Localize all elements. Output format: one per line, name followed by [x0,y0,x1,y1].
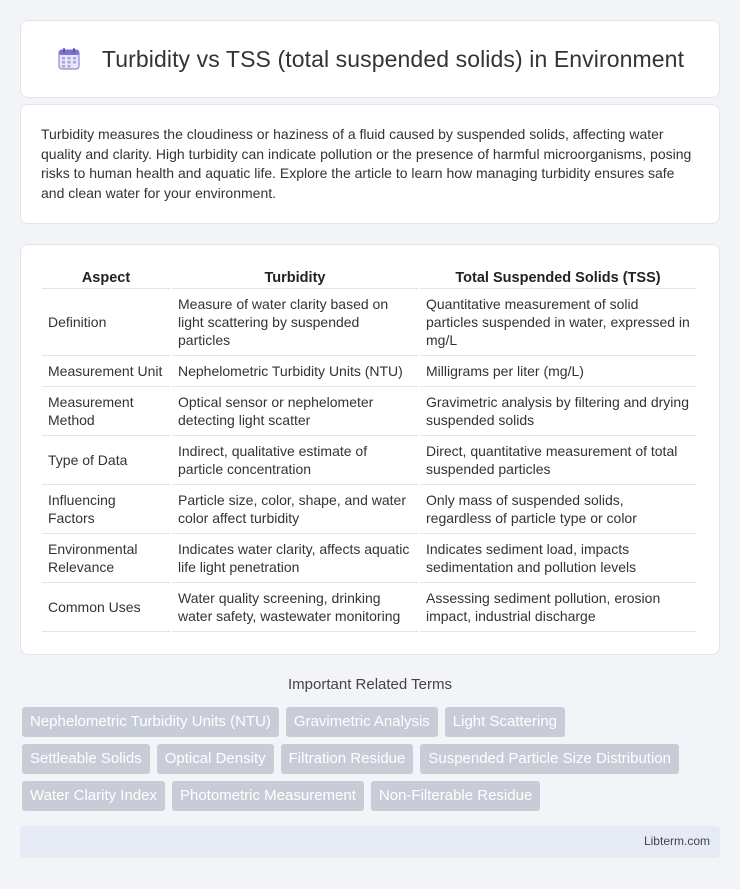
footer [20,826,720,858]
related-terms-title: Important Related Terms [288,676,452,693]
table-row [42,289,696,356]
table-cell-aspect: Measurement Method [42,387,170,436]
column-header-aspect: Aspect [42,265,170,289]
tag-water-clarity-index[interactable]: Water Clarity Index [22,781,165,811]
header-card [20,20,720,98]
tag-ntu[interactable]: Nephelometric Turbidity Units (NTU) [22,707,279,737]
table-row [42,356,696,387]
table-cell-tss: Only mass of suspended solids, regardless of particle type or color [420,485,696,534]
table-cell-turbidity: Indirect, qualitative estimate of particle concentration [172,436,418,485]
table-cell-tss: Direct, quantitative measurement of total suspended particles [420,436,696,485]
table-row [42,436,696,485]
table-cell-aspect: Definition [42,289,170,356]
table-cell-tss: Gravimetric analysis by filtering and drying suspended solids [420,387,696,436]
table-cell-turbidity: Particle size, color, shape, and water color affect turbidity [172,485,418,534]
column-header-tss: Total Suspended Solids (TSS) [420,265,696,289]
tag-settleable-solids[interactable]: Settleable Solids [22,744,150,774]
table-row [42,583,696,632]
table-cell-aspect: Influencing Factors [42,485,170,534]
tag-suspended-particle-size-distribution[interactable]: Suspended Particle Size Distribution [420,744,679,774]
table-row [42,387,696,436]
table-row [42,534,696,583]
table-cell-aspect: Measurement Unit [42,356,170,387]
table-cell-tss: Assessing sediment pollution, erosion impact, industrial discharge [420,583,696,632]
comparison-table-card [20,244,720,655]
page-title: Turbidity vs TSS (total suspended solids) in Environment [101,45,685,72]
table-cell-turbidity: Indicates water clarity, affects aquatic life light penetration [172,534,418,583]
column-header-turbidity: Turbidity [172,265,418,289]
tag-light-scattering[interactable]: Light Scattering [445,707,565,737]
tag-gravimetric-analysis[interactable]: Gravimetric Analysis [286,707,438,737]
table-row [42,485,696,534]
tag-non-filterable-residue[interactable]: Non-Filterable Residue [371,781,540,811]
tag-optical-density[interactable]: Optical Density [157,744,274,774]
comparison-table [40,265,698,632]
tag-filtration-residue[interactable]: Filtration Residue [281,744,414,774]
tag-row [22,707,722,737]
table-cell-aspect: Common Uses [42,583,170,632]
table-cell-aspect: Environmental Relevance [42,534,170,583]
table-cell-turbidity: Water quality screening, drinking water safety, wastewater monitoring [172,583,418,632]
table-cell-tss: Indicates sediment load, impacts sedimentation and pollution levels [420,534,696,583]
table-cell-tss: Milligrams per liter (mg/L) [420,356,696,387]
tag-photometric-measurement[interactable]: Photometric Measurement [172,781,364,811]
table-cell-turbidity: Measure of water clarity based on light scattering by suspended particles [172,289,418,356]
tag-row [22,744,722,774]
table-cell-tss: Quantitative measurement of solid particles suspended in water, expressed in mg/L [420,289,696,356]
calendar-icon [56,46,82,72]
related-terms-tags [22,707,722,818]
footer-site-link[interactable]: Libterm.com [643,834,710,848]
intro-text: Turbidity measures the cloudiness or haziness of a fluid caused by suspended solids, affecting water quality and clarity. High turbidity can indicate pollution or the presence of harmful microorganisms, posing risks to human health and aquatic life. Explore the article to learn how managing turbidity ensures safe and clean water for your environment. [41,126,692,201]
table-cell-turbidity: Optical sensor or nephelometer detecting light scatter [172,387,418,436]
tag-row [22,781,722,811]
table-cell-aspect: Type of Data [42,436,170,485]
table-cell-turbidity: Nephelometric Turbidity Units (NTU) [172,356,418,387]
table-header-row [42,265,696,289]
intro-card [20,104,720,224]
